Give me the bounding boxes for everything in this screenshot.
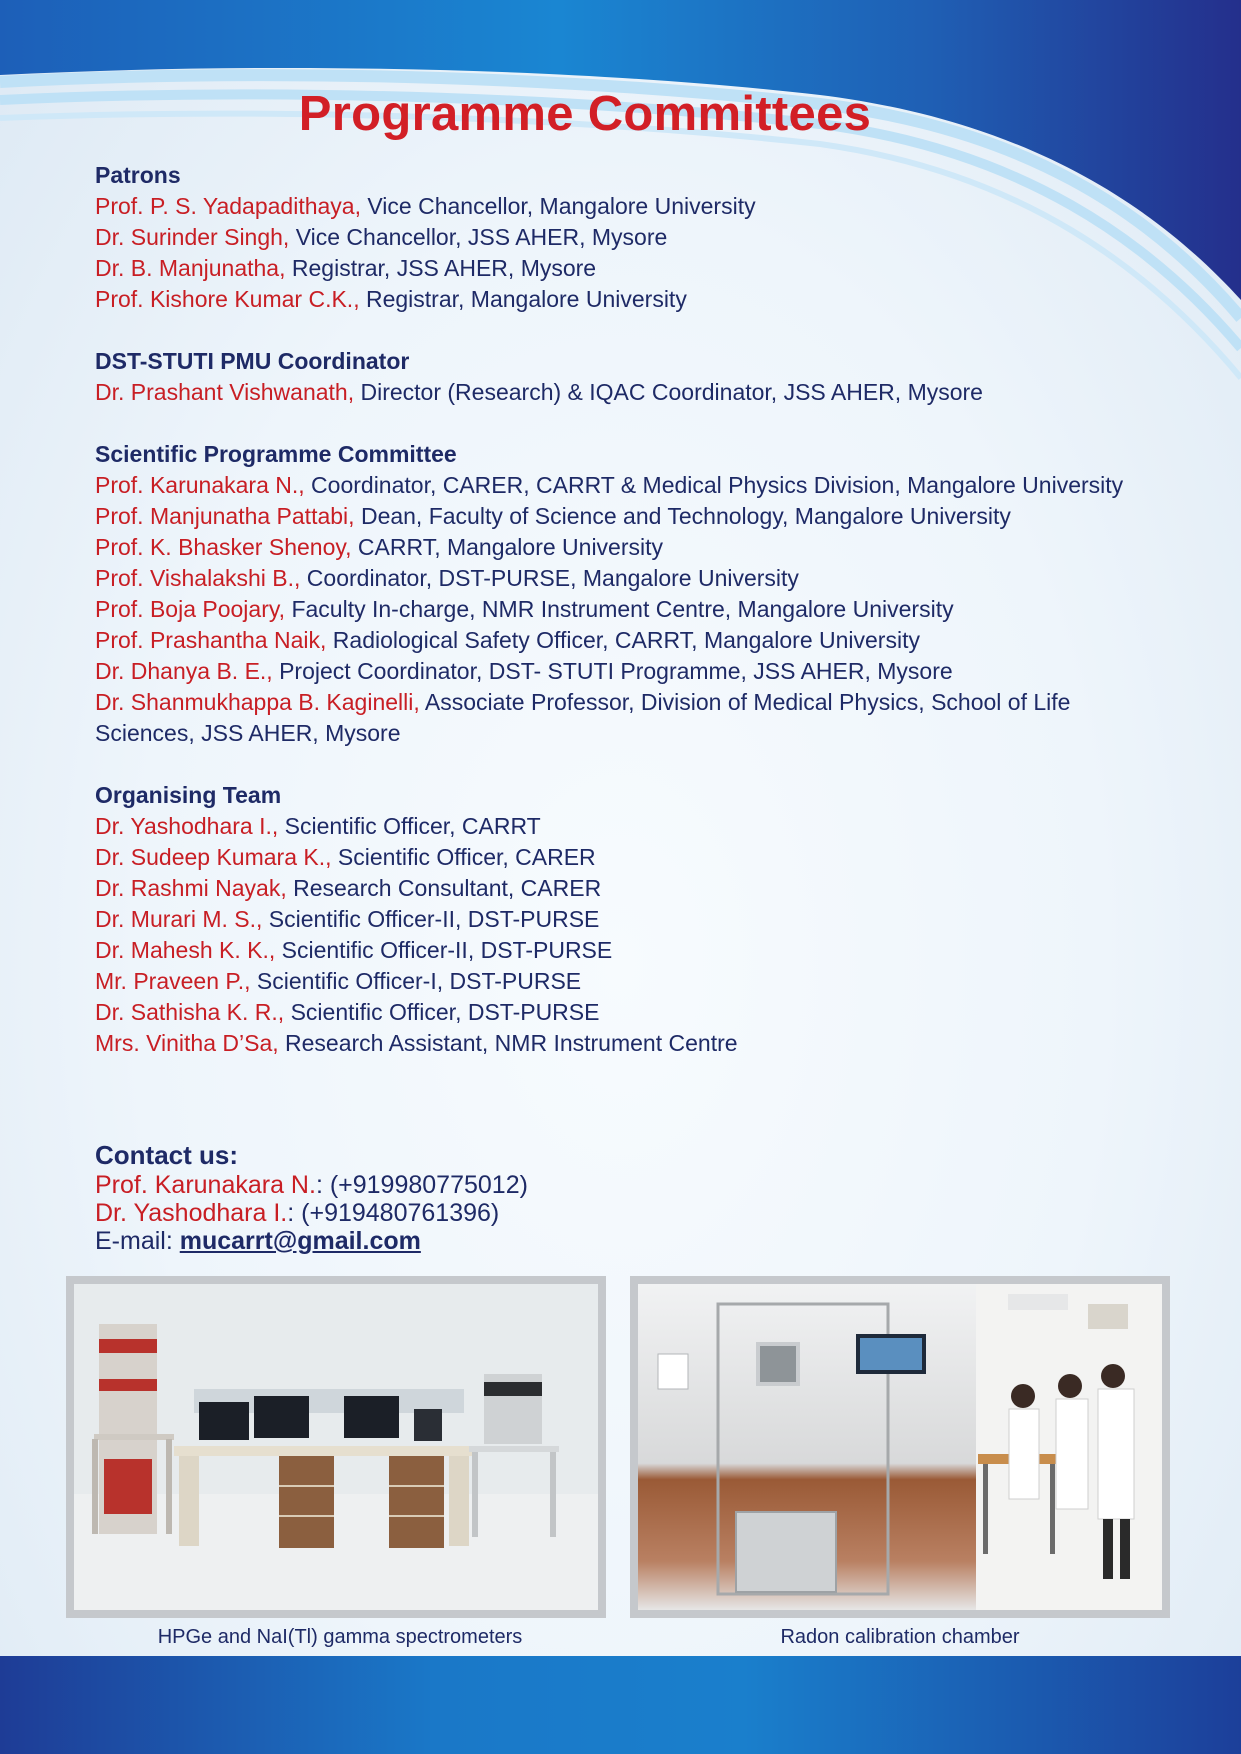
contact-row — [95, 1227, 528, 1255]
member-name: Dr. Surinder Singh, — [95, 224, 290, 250]
member-row — [95, 594, 1241, 625]
member-row — [95, 842, 1241, 873]
member-row — [95, 284, 1241, 315]
member-name: Dr. Rashmi Nayak, — [95, 875, 287, 901]
member-role: Radiological Safety Officer, CARRT, Mangalore University — [326, 627, 920, 653]
member-name: Dr. Sathisha K. R., — [95, 999, 285, 1025]
email-link[interactable]: mucarrt@gmail.com — [179, 1227, 421, 1255]
contact-row — [95, 1199, 528, 1227]
contact-phone: : (+919980775012) — [315, 1171, 528, 1199]
contact-row — [95, 1171, 528, 1199]
contact-phone: : (+919480761396) — [287, 1199, 500, 1227]
member-role: Vice Chancellor, JSS AHER, Mysore — [289, 224, 668, 250]
photo-caption: Radon calibration chamber — [780, 1626, 1020, 1648]
member-row — [95, 625, 1241, 656]
member-name: Dr. Murari M. S., — [95, 906, 263, 932]
photo-gamma-spectrometers — [66, 1276, 606, 1618]
footer-band — [0, 1656, 1241, 1754]
member-row — [95, 687, 1115, 749]
photo-image — [74, 1284, 598, 1610]
member-name: Dr. Shanmukhappa B. Kaginelli, — [95, 689, 420, 715]
member-row — [95, 904, 1241, 935]
member-role: CARRT, Mangalore University — [351, 534, 664, 560]
photo-radon-chamber — [630, 1276, 1170, 1618]
committees-list — [95, 160, 1241, 1090]
member-role: Project Coordinator, DST- STUTI Programme, JSS AHER, Mysore — [272, 658, 953, 684]
section-heading: Patrons — [95, 162, 181, 188]
member-role: Director (Research) & IQAC Coordinator, JSS AHER, Mysore — [354, 379, 983, 405]
member-row — [95, 501, 1241, 532]
section-patrons — [95, 160, 1241, 315]
member-name: Prof. Boja Poojary, — [95, 596, 286, 622]
member-name: Prof. Prashantha Naik, — [95, 627, 327, 653]
contact-heading: Contact us: — [95, 1140, 238, 1170]
photo-caption: HPGe and NaI(Tl) gamma spectrometers — [157, 1626, 523, 1648]
contact-name: Prof. Karunakara N. — [95, 1171, 316, 1199]
member-name: Mrs. Vinitha D’Sa, — [95, 1030, 279, 1056]
section-pmu-coordinator — [95, 346, 1241, 408]
member-role: Research Assistant, NMR Instrument Centre — [278, 1030, 738, 1056]
member-role: Scientific Officer-II, DST-PURSE — [275, 937, 613, 963]
member-row — [95, 997, 1241, 1028]
member-row — [95, 873, 1241, 904]
member-row — [95, 935, 1241, 966]
member-name: Dr. Sudeep Kumara K., — [95, 844, 332, 870]
member-name: Prof. P. S. Yadapadithaya, — [95, 193, 361, 219]
section-organising-team — [95, 780, 1241, 1059]
member-role: Registrar, JSS AHER, Mysore — [285, 255, 597, 281]
member-role: Associate Professor, Division of Medical Physics, School of Life Sciences, JSS AHER, Mysore — [95, 689, 1071, 746]
member-row — [95, 811, 1241, 842]
member-row — [95, 1028, 1241, 1059]
member-role: Scientific Officer, DST-PURSE — [284, 999, 600, 1025]
member-role: Dean, Faculty of Science and Technology, Mangalore University — [354, 503, 1011, 529]
member-row — [95, 253, 1241, 284]
section-heading: Scientific Programme Committee — [95, 441, 457, 467]
member-name: Prof. Kishore Kumar C.K., — [95, 286, 360, 312]
section-scientific-committee — [95, 439, 1241, 749]
member-name: Dr. Yashodhara I., — [95, 813, 279, 839]
member-row — [95, 470, 1241, 501]
spectrometer-lab-image — [74, 1284, 598, 1610]
member-role: Scientific Officer-II, DST-PURSE — [262, 906, 600, 932]
member-name: Mr. Praveen P., — [95, 968, 251, 994]
member-role: Scientific Officer, CARRT — [278, 813, 541, 839]
member-role: Registrar, Mangalore University — [359, 286, 687, 312]
member-role: Scientific Officer-I, DST-PURSE — [250, 968, 582, 994]
member-name: Prof. Manjunatha Pattabi, — [95, 503, 355, 529]
email-label: E-mail: — [95, 1227, 180, 1255]
member-name: Prof. Vishalakshi B., — [95, 565, 301, 591]
contact-block — [95, 1139, 528, 1255]
section-heading: DST-STUTI PMU Coordinator — [95, 348, 410, 374]
member-row — [95, 532, 1241, 563]
member-row — [95, 222, 1241, 253]
member-name: Dr. Mahesh K. K., — [95, 937, 276, 963]
member-role: Vice Chancellor, Mangalore University — [360, 193, 756, 219]
member-role: Research Consultant, CARER — [286, 875, 602, 901]
member-row — [95, 191, 1241, 222]
member-role: Faculty In-charge, NMR Instrument Centre, Mangalore University — [285, 596, 954, 622]
member-row — [95, 377, 1241, 408]
photo-image — [638, 1284, 1162, 1610]
radon-chamber-image — [638, 1284, 1162, 1610]
member-row — [95, 563, 1241, 594]
member-role: Coordinator, DST-PURSE, Mangalore University — [300, 565, 799, 591]
member-role: Coordinator, CARER, CARRT & Medical Physics Division, Mangalore University — [304, 472, 1124, 498]
member-name: Prof. K. Bhasker Shenoy, — [95, 534, 352, 560]
member-row — [95, 966, 1241, 997]
member-role: Scientific Officer, CARER — [331, 844, 596, 870]
member-name: Dr. Prashant Vishwanath, — [95, 379, 355, 405]
page-title: Programme Committees — [298, 87, 872, 141]
member-row — [95, 656, 1241, 687]
member-name: Dr. B. Manjunatha, — [95, 255, 286, 281]
section-heading: Organising Team — [95, 782, 282, 808]
member-name: Dr. Dhanya B. E., — [95, 658, 273, 684]
member-name: Prof. Karunakara N., — [95, 472, 305, 498]
contact-name: Dr. Yashodhara I. — [95, 1199, 288, 1227]
